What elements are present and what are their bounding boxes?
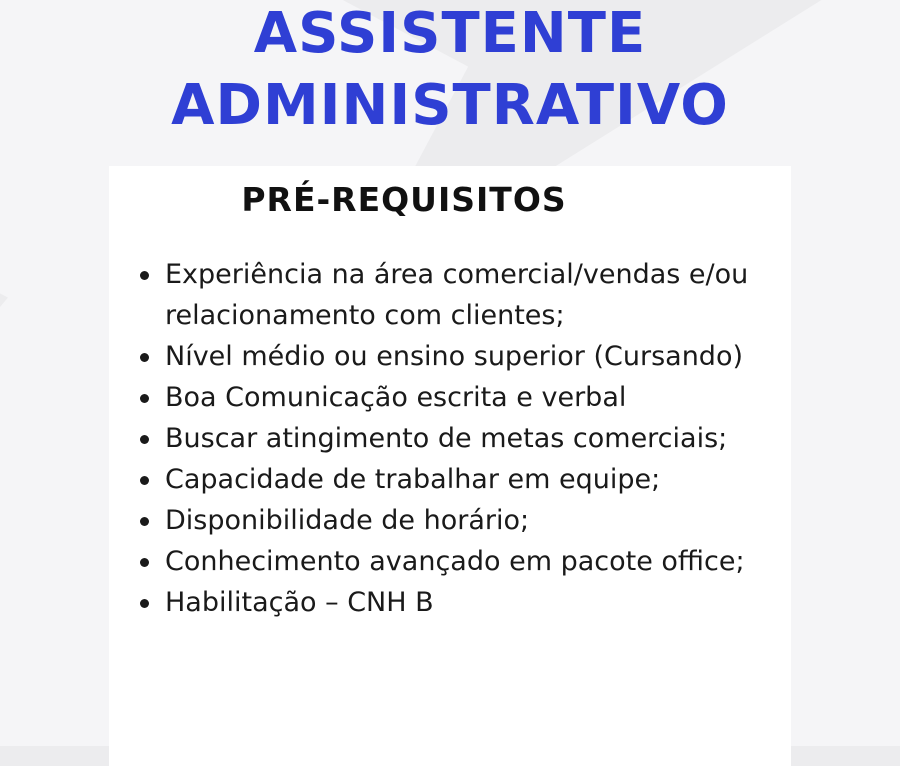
list-item-text: Buscar atingimento de metas comerciais; (165, 423, 728, 454)
list-item-text: Nível médio ou ensino superior (Cursando) (165, 341, 743, 372)
list-item-text: Boa Comunicação escrita e verbal (165, 382, 627, 413)
list-item (109, 459, 791, 500)
list-item (109, 582, 791, 623)
list-item (109, 336, 791, 377)
bullet-icon (140, 517, 149, 526)
list-item-text: Habilitação – CNH B (165, 587, 434, 618)
bullet-icon (140, 435, 149, 444)
bullet-icon (140, 353, 149, 362)
list-item (109, 500, 791, 541)
list-item (109, 541, 791, 582)
bullet-icon (140, 558, 149, 567)
bullet-icon (140, 271, 149, 280)
list-item (109, 418, 791, 459)
requirements-card (109, 166, 791, 766)
requirements-heading: PRÉ-REQUISITOS (241, 180, 567, 219)
list-item-text: Conhecimento avançado em pacote office; (165, 546, 745, 577)
job-title-line-2: ADMINISTRATIVO (171, 73, 729, 138)
job-title-line-1: ASSISTENTE (253, 1, 647, 66)
list-item (109, 377, 791, 418)
list-item-text: Experiência na área comercial/vendas e/ou relacionamento com clientes; (165, 259, 749, 331)
list-item-text: Disponibilidade de horário; (165, 505, 530, 536)
list-item (109, 254, 791, 336)
bullet-icon (140, 599, 149, 608)
list-item-text: Capacidade de trabalhar em equipe; (165, 464, 661, 495)
bullet-icon (140, 476, 149, 485)
bullet-icon (140, 394, 149, 403)
requirements-list (109, 254, 791, 623)
